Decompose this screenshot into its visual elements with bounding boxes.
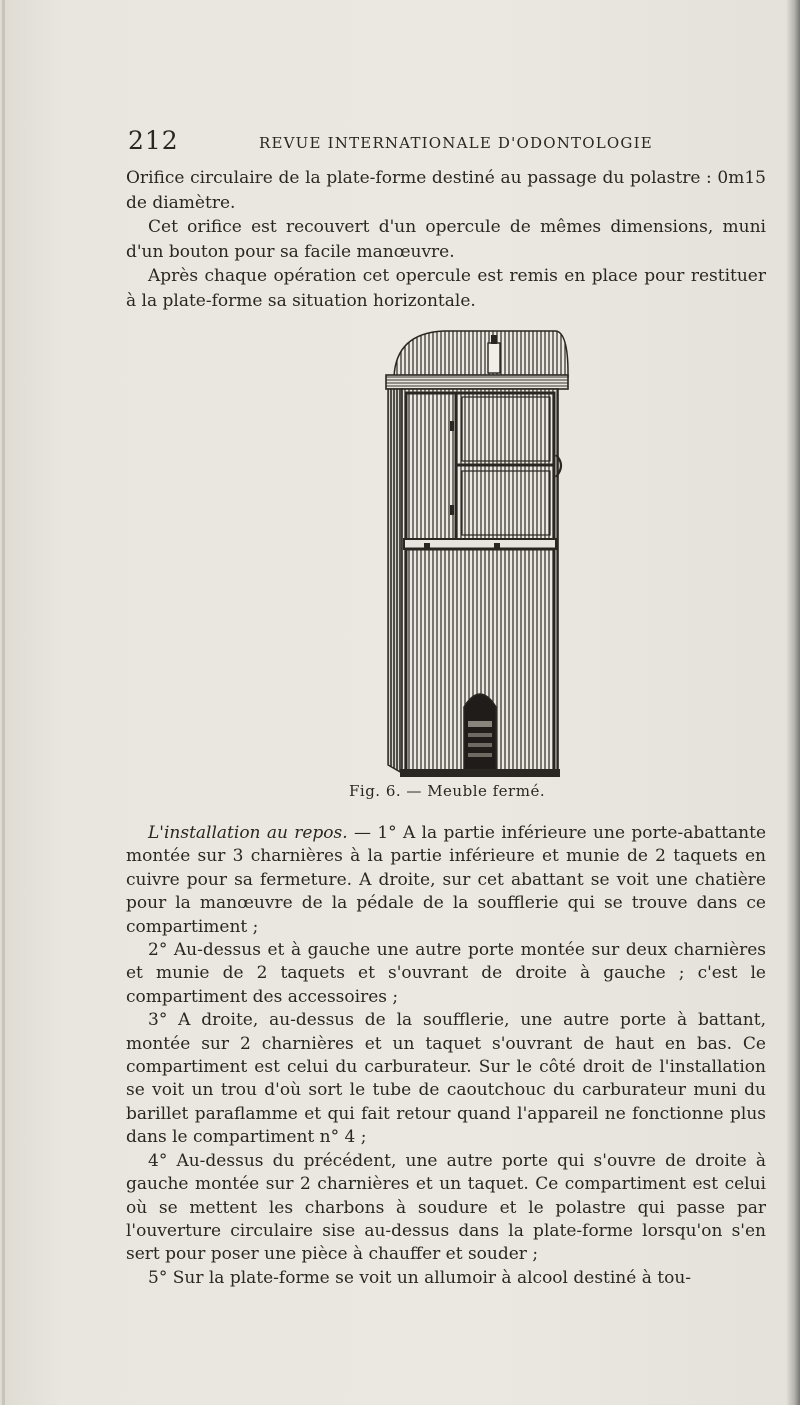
body-paragraph-4: 4° Au-dessus du précédent, une autre porte qui s'ouvre de droite à gauche montée sur 2 charnières et un taquet. Ce compartiment est celui où se mettent les charbons à soudure et le polastre qui passe par l'ouverture circulaire sise au-dessus dans la plate-forme lorsqu'on s'en sert pour poser une pièce à chauffer et souder ; <box>126 1150 766 1265</box>
cabinet-illustration <box>384 325 570 780</box>
paragraph-1-text: — 1° A la partie inférieure une porte-abattante montée sur 3 charnières à la partie inférieure et munie de 2 taquets en cuivre pour sa fermeture. A droite, sur cet abattant se voit une chatière pour la manœuvre de la pédale de la soufflerie qui se trouve dans ce compartiment ; <box>126 823 767 937</box>
body-paragraph-3: 3° A droite, au-dessus de la soufflerie, une autre porte à battant, montée sur 2 charnières et un taquet s'ouvrant de haut en bas. Ce compartiment est celui du carburateur. Sur le côté droit de l'installation se voit un trou d'où sort le tube de caoutchouc du carburateur muni du barillet paraflamme et qui fait retour quand l'appareil ne fonctionne plus dans le compartiment n° 4 ; <box>126 1010 766 1148</box>
intro-paragraph-1: Orifice circulaire de la plate-forme destiné au passage du polastre : 0m15 de diamètre. <box>126 168 766 213</box>
figure-caption: Fig. 6. — Meuble fermé. <box>349 782 546 800</box>
page-number: 212 <box>128 126 179 155</box>
paragraph-lead: L'installation au repos. <box>148 823 348 843</box>
intro-paragraph-3: Après chaque opération cet opercule est remis en place pour restituer à la plate-forme sa situation horizontale. <box>126 266 766 311</box>
running-head: REVUE INTERNATIONALE D'ODONTOLOGIE <box>259 134 653 152</box>
body-paragraph-5: 5° Sur la plate-forme se voit un allumoir à alcool destiné à tou- <box>148 1267 692 1288</box>
body-paragraph-2: 2° Au-dessus et à gauche une autre porte montée sur deux charnières et munie de 2 taquets et s'ouvrant de droite à gauche ; c'est le compartiment des accessoires ; <box>126 940 766 1007</box>
intro-text <box>126 166 766 313</box>
page-binding-edge <box>2 0 5 1405</box>
body-text <box>126 822 766 1290</box>
body-paragraph-1 <box>126 822 766 939</box>
intro-paragraph-2: Cet orifice est recouvert d'un opercule de mêmes dimensions, muni d'un bouton pour sa facile manœuvre. <box>126 217 766 262</box>
page-header <box>128 126 688 160</box>
page-shadow-edge <box>786 0 800 1405</box>
